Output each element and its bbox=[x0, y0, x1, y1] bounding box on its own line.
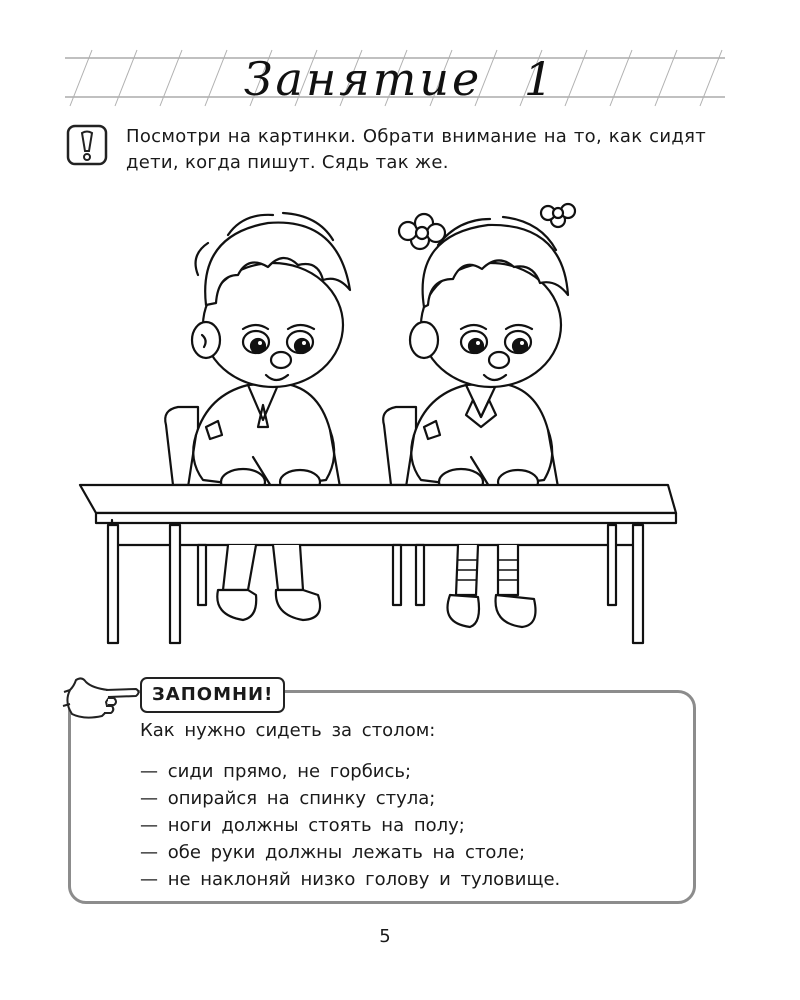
remember-intro: Как нужно сидеть за столом: bbox=[140, 720, 436, 741]
page-number: 5 bbox=[379, 926, 391, 947]
instruction-text: Посмотри на картинки. Обрати внимание на то, как сидят дети, когда пишут. Сядь так же. bbox=[126, 126, 706, 173]
lesson-title: Занятие 1 bbox=[243, 52, 557, 106]
exclamation-icon bbox=[66, 124, 108, 166]
list-item: — сиди прямо, не горбись; bbox=[140, 761, 412, 782]
lesson-title-area bbox=[0, 30, 800, 110]
children-at-desk-illustration bbox=[78, 195, 682, 655]
remember-label: ЗАПОМНИ! bbox=[140, 677, 285, 713]
rules-list bbox=[140, 758, 560, 893]
list-item: — опирайся на спинку стула; bbox=[140, 788, 436, 809]
list-item: — обе руки должны лежать на столе; bbox=[140, 842, 526, 863]
pointing-hand-icon bbox=[62, 672, 142, 720]
list-item: — не наклоняй низко голову и туловище. bbox=[140, 869, 561, 890]
list-item: — ноги должны стоять на полу; bbox=[140, 815, 465, 836]
